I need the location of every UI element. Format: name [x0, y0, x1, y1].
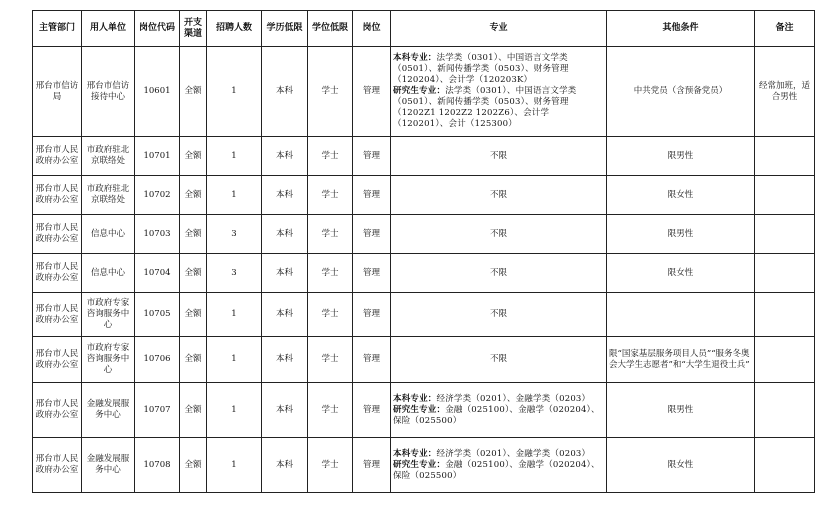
recruitment-table [32, 10, 815, 493]
major-line-label: 研究生专业： [393, 459, 446, 470]
major-cell: 不限 [391, 337, 607, 383]
major-cell [391, 383, 607, 438]
count-cell: 3 [207, 215, 262, 254]
major-line-text: 经济学类（0201）、金融学类（0203） [436, 393, 591, 404]
unit-cell: 市政府驻北京联络处 [82, 176, 135, 215]
table-row [33, 383, 815, 438]
unit-cell: 邢台市信访接待中心 [82, 47, 135, 137]
table-row [33, 438, 815, 493]
other-cell: 限女性 [607, 176, 755, 215]
code-cell: 10703 [135, 215, 180, 254]
remark-cell [755, 254, 815, 293]
header-major: 专业 [391, 11, 607, 47]
table-row [33, 215, 815, 254]
dept-cell: 邢台市人民政府办公室 [33, 137, 82, 176]
major-cell: 不限 [391, 137, 607, 176]
edu-cell: 本科 [262, 438, 308, 493]
unit-cell: 市政府专家咨询服务中心 [82, 337, 135, 383]
degree-cell: 学士 [308, 293, 353, 337]
other-cell: 限女性 [607, 438, 755, 493]
major-line [393, 53, 604, 86]
header-remark: 备注 [755, 11, 815, 47]
code-cell: 10708 [135, 438, 180, 493]
dept-cell: 邢台市人民政府办公室 [33, 254, 82, 293]
major-line-text: 法学类（0301）、中国语言文学类（0501）、新闻传播学类（0503）、财务管理（120204）、会计学（120203K） [393, 53, 569, 85]
funding-cell: 全额 [180, 383, 207, 438]
post-cell: 管理 [353, 383, 391, 438]
count-cell: 3 [207, 254, 262, 293]
degree-cell: 学士 [308, 47, 353, 137]
table-row [33, 254, 815, 293]
post-cell: 管理 [353, 137, 391, 176]
major-line-label: 研究生专业： [393, 86, 446, 96]
dept-cell: 邢台市人民政府办公室 [33, 215, 82, 254]
funding-cell: 全额 [180, 438, 207, 493]
degree-cell: 学士 [308, 254, 353, 293]
header-post: 岗位 [353, 11, 391, 47]
code-cell: 10707 [135, 383, 180, 438]
remark-cell [755, 137, 815, 176]
major-line [393, 405, 604, 427]
count-cell: 1 [207, 337, 262, 383]
funding-cell: 全额 [180, 293, 207, 337]
edu-cell: 本科 [262, 176, 308, 215]
header-row [33, 11, 815, 47]
header-degree: 学位低限 [308, 11, 353, 47]
code-cell: 10702 [135, 176, 180, 215]
major-cell [391, 47, 607, 137]
remark-cell [755, 293, 815, 337]
major-line-label: 本科专业： [393, 393, 437, 404]
major-cell [391, 438, 607, 493]
other-cell: 限“国家基层服务项目人员”“服务冬奥会大学生志愿者”和“大学生退役士兵” [607, 337, 755, 383]
count-cell: 1 [207, 438, 262, 493]
major-line-text: 法学类（0301）、中国语言文学类（0501）、新闻传播学类（0503）、财务管理（1202Z1 1202Z2 1202Z6）、会计学（120201）、会计（125300） [393, 86, 577, 129]
funding-cell: 全额 [180, 215, 207, 254]
unit-cell: 信息中心 [82, 254, 135, 293]
table-row [33, 47, 815, 137]
degree-cell: 学士 [308, 215, 353, 254]
unit-cell: 市政府专家咨询服务中心 [82, 293, 135, 337]
table-row [33, 176, 815, 215]
header-other: 其他条件 [607, 11, 755, 47]
remark-cell [755, 215, 815, 254]
count-cell: 1 [207, 383, 262, 438]
post-cell: 管理 [353, 293, 391, 337]
dept-cell: 邢台市人民政府办公室 [33, 438, 82, 493]
other-cell: 限男性 [607, 215, 755, 254]
post-cell: 管理 [353, 215, 391, 254]
table-row [33, 337, 815, 383]
header-unit: 用人单位 [82, 11, 135, 47]
major-line-label: 本科专业： [393, 448, 437, 459]
edu-cell: 本科 [262, 215, 308, 254]
code-cell: 10706 [135, 337, 180, 383]
count-cell: 1 [207, 293, 262, 337]
header-edu: 学历低限 [262, 11, 308, 47]
unit-cell: 金融发展服务中心 [82, 383, 135, 438]
funding-cell: 全额 [180, 337, 207, 383]
dept-cell: 邢台市信访局 [33, 47, 82, 137]
major-line-label: 本科专业： [393, 53, 437, 63]
post-cell: 管理 [353, 47, 391, 137]
degree-cell: 学士 [308, 176, 353, 215]
dept-cell: 邢台市人民政府办公室 [33, 176, 82, 215]
major-cell: 不限 [391, 215, 607, 254]
other-cell: 中共党员（含预备党员） [607, 47, 755, 137]
unit-cell: 金融发展服务中心 [82, 438, 135, 493]
table-row [33, 293, 815, 337]
major-cell: 不限 [391, 254, 607, 293]
major-line [393, 394, 604, 405]
major-cell: 不限 [391, 293, 607, 337]
dept-cell: 邢台市人民政府办公室 [33, 337, 82, 383]
remark-cell [755, 337, 815, 383]
post-cell: 管理 [353, 438, 391, 493]
funding-cell: 全额 [180, 137, 207, 176]
degree-cell: 学士 [308, 438, 353, 493]
edu-cell: 本科 [262, 293, 308, 337]
dept-cell: 邢台市人民政府办公室 [33, 293, 82, 337]
major-cell: 不限 [391, 176, 607, 215]
edu-cell: 本科 [262, 137, 308, 176]
post-cell: 管理 [353, 337, 391, 383]
major-line-text: 经济学类（0201）、金融学类（0203） [436, 448, 591, 459]
remark-cell: 经常加班，适合男性 [755, 47, 815, 137]
major-line-label: 研究生专业： [393, 404, 446, 415]
unit-cell: 信息中心 [82, 215, 135, 254]
other-cell: 限男性 [607, 383, 755, 438]
funding-cell: 全额 [180, 47, 207, 137]
remark-cell [755, 383, 815, 438]
major-line-text: 金融（025100）、金融学（020204）、保险（025500） [393, 404, 600, 426]
unit-cell: 市政府驻北京联络处 [82, 137, 135, 176]
header-dept: 主管部门 [33, 11, 82, 47]
table-row [33, 137, 815, 176]
count-cell: 1 [207, 47, 262, 137]
other-cell: 限女性 [607, 254, 755, 293]
code-cell: 10601 [135, 47, 180, 137]
edu-cell: 本科 [262, 337, 308, 383]
remark-cell [755, 176, 815, 215]
major-line [393, 460, 604, 482]
edu-cell: 本科 [262, 383, 308, 438]
funding-cell: 全额 [180, 254, 207, 293]
header-code: 岗位代码 [135, 11, 180, 47]
major-line-text: 金融（025100）、金融学（020204）、保险（025500） [393, 459, 600, 481]
funding-cell: 全额 [180, 176, 207, 215]
dept-cell: 邢台市人民政府办公室 [33, 383, 82, 438]
degree-cell: 学士 [308, 383, 353, 438]
major-line [393, 449, 604, 460]
count-cell: 1 [207, 137, 262, 176]
remark-cell [755, 438, 815, 493]
edu-cell: 本科 [262, 254, 308, 293]
post-cell: 管理 [353, 176, 391, 215]
other-cell: 限男性 [607, 137, 755, 176]
post-cell: 管理 [353, 254, 391, 293]
edu-cell: 本科 [262, 47, 308, 137]
other-cell [607, 293, 755, 337]
degree-cell: 学士 [308, 337, 353, 383]
code-cell: 10701 [135, 137, 180, 176]
header-funding: 开支渠道 [180, 11, 207, 47]
code-cell: 10704 [135, 254, 180, 293]
count-cell: 1 [207, 176, 262, 215]
degree-cell: 学士 [308, 137, 353, 176]
header-count: 招聘人数 [207, 11, 262, 47]
code-cell: 10705 [135, 293, 180, 337]
major-line [393, 86, 604, 130]
